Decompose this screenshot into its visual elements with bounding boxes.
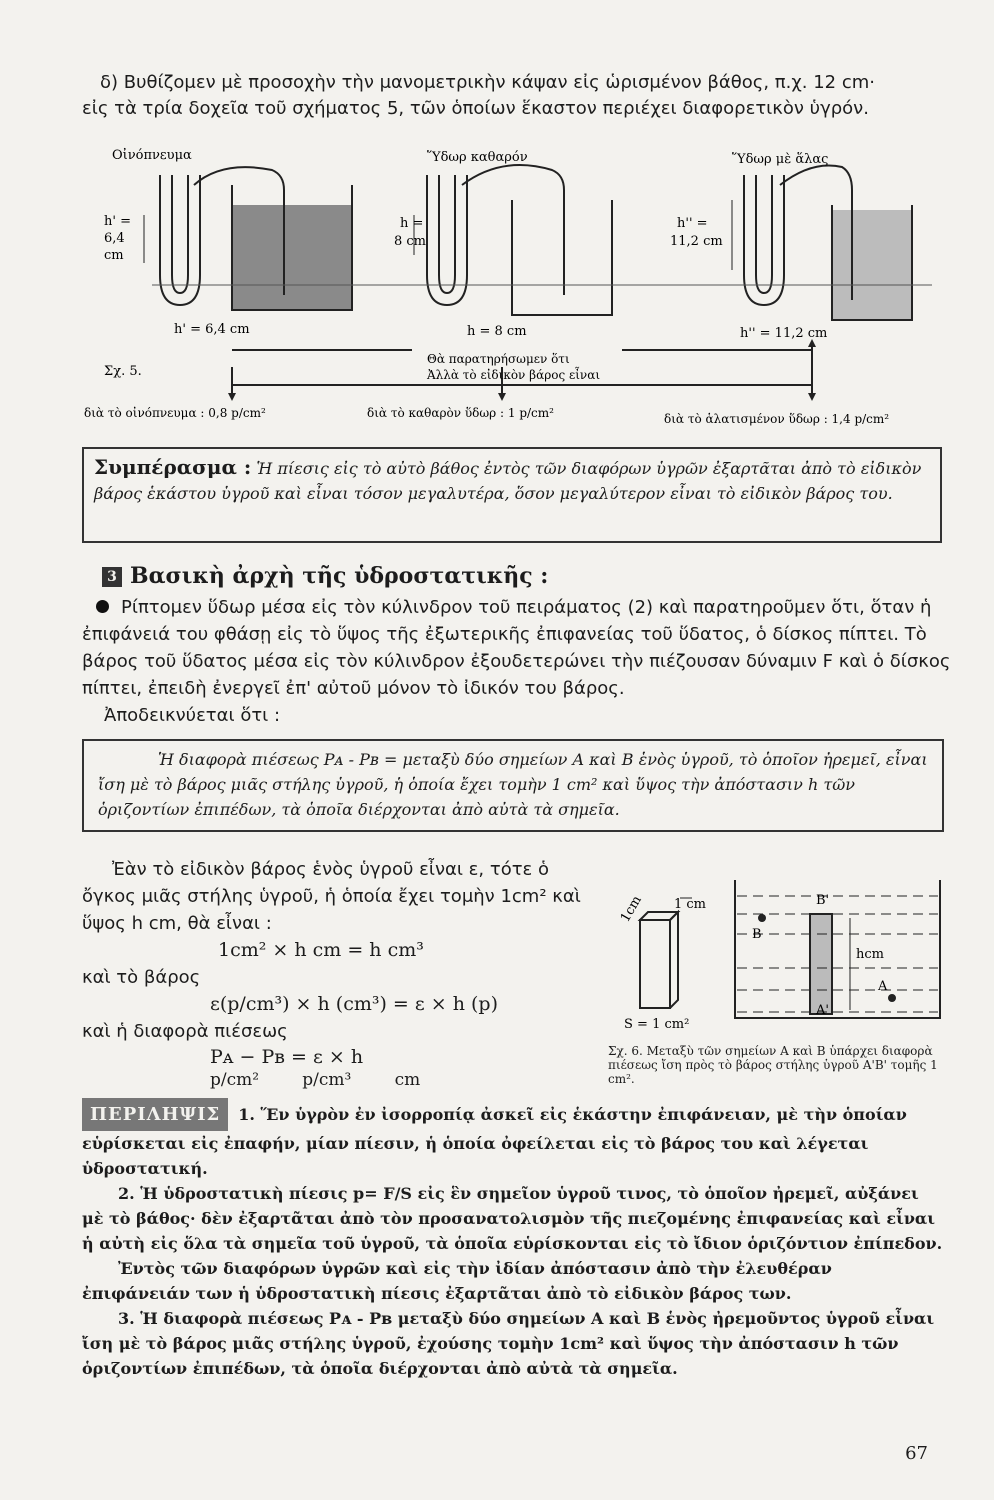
body-paragraph-2: Ἀποδεικνύεται ὅτι : bbox=[104, 705, 281, 726]
h-sym-2: h = bbox=[400, 216, 424, 231]
body-text bbox=[82, 594, 952, 729]
principle-text: Ἡ διαφορὰ πιέσεως Pᴀ - Pʙ = μεταξὺ δύο σημείων A καὶ B ἑνὸς ὑγροῦ, τὸ ὁποῖον ἠρεμεῖ, εἶναι ἴση μὲ τὸ βάρος μιᾶς στήλης ὑγροῦ, ἡ ὁποία ἔχει τομὴν 1 cm² καὶ ὕψος τὴν ἀπόστασιν h τῶν ὁριζοντίων ἐπιπέδων, τὰ ὁποῖα διέρχονται ἀπὸ αὐτὰ τὰ σημεῖα. bbox=[98, 750, 928, 819]
summary-item-1: 1. Ἕν ὑγρὸν ἐν ἰσορροπίᾳ ἀσκεῖ εἰς ἑκάστην ἐπιφάνειαν, μὲ τὴν ὁποίαν εὑρίσκεται εἰς ἐπαφήν, μίαν πίεσιν, ἡ ὁποία ὀφείλεται εἰς τὸ βάρος του καὶ λέγεται ὑδροστατική. bbox=[82, 1105, 907, 1178]
liquid-label-1: Οἰνόπνευμα bbox=[112, 148, 192, 163]
conclusion-heading: Συμπέρασμα : bbox=[94, 455, 252, 479]
vessel bbox=[735, 880, 940, 1018]
h-val-1: 6,4 bbox=[104, 231, 125, 246]
conclusion-text: Ἡ πίεσις εἰς τὸ αὐτὸ βάθος ἐντὸς τῶν διαφόρων ὑγρῶν ἐξαρτᾶται ἀπὸ τὸ εἰδικὸν βάρος ἑκάστου ὑγροῦ καὶ εἶναι τόσον μεγαλυτέρα, ὅσον μεγαλύτερον εἶναι τὸ εἰδικὸν βάρος του. bbox=[94, 459, 922, 503]
bottom-label-2: h = 8 cm bbox=[467, 324, 527, 339]
equation-2: ε(p/cm³) × h (cm³) = ε × h (p) bbox=[210, 993, 498, 1015]
h-val-2: 8 cm bbox=[394, 234, 427, 249]
h-sym-3: h'' = bbox=[677, 216, 708, 231]
liquid-1 bbox=[233, 205, 351, 309]
observe-line-2: Ἀλλὰ τὸ εἰδικὸν βάρος εἶναι bbox=[427, 368, 601, 382]
intro-paragraph bbox=[82, 70, 944, 122]
observe-line-1: Θὰ παρατηρήσωμεν ὅτι bbox=[427, 352, 570, 366]
derivation-text-2: καὶ τὸ βάρος bbox=[82, 967, 201, 988]
point-b bbox=[758, 914, 766, 922]
liquid-column bbox=[810, 914, 832, 1014]
column-prism bbox=[640, 920, 670, 1008]
label-s: S = 1 cm² bbox=[624, 1017, 690, 1032]
equation-3: Pᴀ − Pʙ = ε × h bbox=[210, 1046, 364, 1068]
liquid-3 bbox=[833, 210, 911, 319]
h-sym-1: h' = bbox=[104, 214, 131, 229]
section-title: Βασικὴ ἀρχὴ τῆς ὑδροστατικῆς : bbox=[130, 563, 549, 589]
bottom-label-1: h' = 6,4 cm bbox=[174, 322, 250, 337]
label-b-prime: B' bbox=[816, 893, 830, 908]
figure-6-caption bbox=[608, 1044, 948, 1086]
derivation bbox=[82, 856, 592, 1091]
bottom-label-3: h'' = 11,2 cm bbox=[740, 326, 828, 341]
label-h: hcm bbox=[856, 947, 884, 962]
point-a bbox=[888, 994, 896, 1002]
body-paragraph-1: Ρίπτομεν ὕδωρ μέσα εἰς τὸν κύλινδρον τοῦ πειράματος (2) καὶ παρατηροῦμεν ὅτι, ὅταν ἡ ἐπιφάνειά του φθάσῃ εἰς τὸ ὕψος τῆς ἐξωτερικῆς ἐπιφανείας τοῦ ὕδατος, ὁ δίσκος πίπτει. Τὸ βάρος τοῦ ὕδατος μέσα εἰς τὸν κύλινδρον ἐξουδετερώνει τὴν πιέζουσαν δύναμιν F καὶ ὁ δίσκος πίπτει, ἐπειδὴ ἐνεργεῖ ἐπ' αὐτοῦ μόνον τὸ ἰδικόν του βάρος. bbox=[82, 597, 951, 699]
intro-line-1: δ) Βυθίζομεν μὲ προσοχὴν τὴν μανομετρικὴν κάψαν εἰς ὡρισμένον βάθος, π.χ. 12 cm· bbox=[100, 72, 875, 93]
summary-item-3: 3. Ἡ διαφορὰ πιέσεως Pᴀ - Pʙ μεταξὺ δύο σημείων A καὶ B ἑνὸς ἠρεμοῦντος ὑγροῦ εἶναι ἴση μὲ τὸ βάρος μιᾶς στήλης ὑγροῦ, ἐχούσης τομὴν 1cm² καὶ ὕψος τὴν ἀπόστασιν h τῶν ὁριζοντίων ἐπιπέδων, τὰ ὁποῖα διέρχονται ἀπὸ αὐτὰ τὰ σημεῖα. bbox=[82, 1309, 935, 1378]
section-heading bbox=[102, 563, 548, 589]
h-unit-1: cm bbox=[104, 248, 124, 263]
summary-item-2b: Ἐντὸς τῶν διαφόρων ὑγρῶν καὶ εἰς τὴν ἰδίαν ἀπόστασιν ἀπὸ τὴν ἐλευθέραν ἐπιφάνειάν των ἡ ὑδροστατικὴ πίεσις ἐξαρτᾶται ἀπὸ τὸ εἰδικὸν βάρος των. bbox=[82, 1259, 832, 1303]
page-number: 67 bbox=[905, 1443, 928, 1464]
summary-item-2: 2. Ἡ ὑδροστατικὴ πίεσις p= F/S εἰς ἓν σημεῖον ὑγροῦ τινος, τὸ ὁποῖον ἠρεμεῖ, αὐξάνει μὲ τὸ βάθος· δὲν ἐξαρτᾶται ἀπὸ τὸν προσανατολισμὸν τῆς πιεζομένης ἐπιφανείας καὶ εἶναι ἡ αὐτὴ εἰς ὅλα τὰ σημεῖα τοῦ ὑγροῦ, τὰ ὁποῖα εὑρίσκονται εἰς τὸ ἴδιον ὁριζόντιον ἐπίπεδον. bbox=[82, 1184, 943, 1253]
container-2 bbox=[512, 200, 612, 315]
summary-badge: ΠΕΡΙΛΗΨΙΣ bbox=[82, 1098, 228, 1131]
conclusion-box bbox=[82, 447, 942, 543]
figure-6-diagram bbox=[610, 878, 950, 1038]
equation-3-units: p/cm² p/cm³ cm bbox=[210, 1070, 421, 1090]
weight-saltwater: διὰ τὸ ἁλατισμένον ὕδωρ : 1,4 p/cm² bbox=[664, 412, 890, 426]
intro-line-2: εἰς τὰ τρία δοχεῖα τοῦ σχήματος 5, τῶν ὁποίων ἕκαστον περιέχει διαφορετικὸν ὑγρόν. bbox=[82, 98, 869, 119]
weight-water: διὰ τὸ καθαρὸν ὕδωρ : 1 p/cm² bbox=[367, 406, 554, 420]
summary bbox=[82, 1098, 944, 1381]
label-1cm: 1 cm bbox=[674, 897, 707, 912]
caption-text: Σχ. 6. Μεταξὺ τῶν σημείων A καὶ B ὑπάρχει διαφορὰ πιέσεως ἴση πρὸς τὸ βάρος στήλης ὑγροῦ A'B' τομῆς 1 cm². bbox=[608, 1044, 938, 1086]
fig5-label: Σχ. 5. bbox=[104, 364, 142, 379]
weight-alcohol: διὰ τὸ οἰνόπνευμα : 0,8 p/cm² bbox=[84, 406, 266, 420]
principle-box bbox=[82, 739, 944, 832]
equation-1: 1cm² × h cm = h cm³ bbox=[218, 939, 424, 961]
liquid-label-2: Ὕδωρ καθαρόν bbox=[427, 150, 528, 165]
derivation-text-1: Ἐὰν τὸ εἰδικὸν βάρος ἑνὸς ὑγροῦ εἶναι ε, τότε ὁ ὄγκος μιᾶς στήλης ὑγροῦ, ἡ ὁποία ἔχει τομὴν 1cm² καὶ ὕψος h cm, θὰ εἶναι : bbox=[82, 859, 581, 934]
h-val-3: 11,2 cm bbox=[670, 234, 723, 249]
figure-5-diagram bbox=[82, 145, 962, 445]
liquid-label-3: Ὕδωρ μὲ ἅλας bbox=[732, 152, 829, 167]
label-a-prime: A' bbox=[816, 1003, 829, 1018]
bullet-icon bbox=[96, 600, 109, 613]
label-1cm-rot: 1cm bbox=[617, 893, 645, 925]
label-a: A bbox=[878, 979, 888, 994]
derivation-text-3: καὶ ἡ διαφορὰ πιέσεως bbox=[82, 1021, 288, 1042]
label-b: B bbox=[752, 927, 762, 942]
section-number: 3 bbox=[102, 567, 122, 587]
